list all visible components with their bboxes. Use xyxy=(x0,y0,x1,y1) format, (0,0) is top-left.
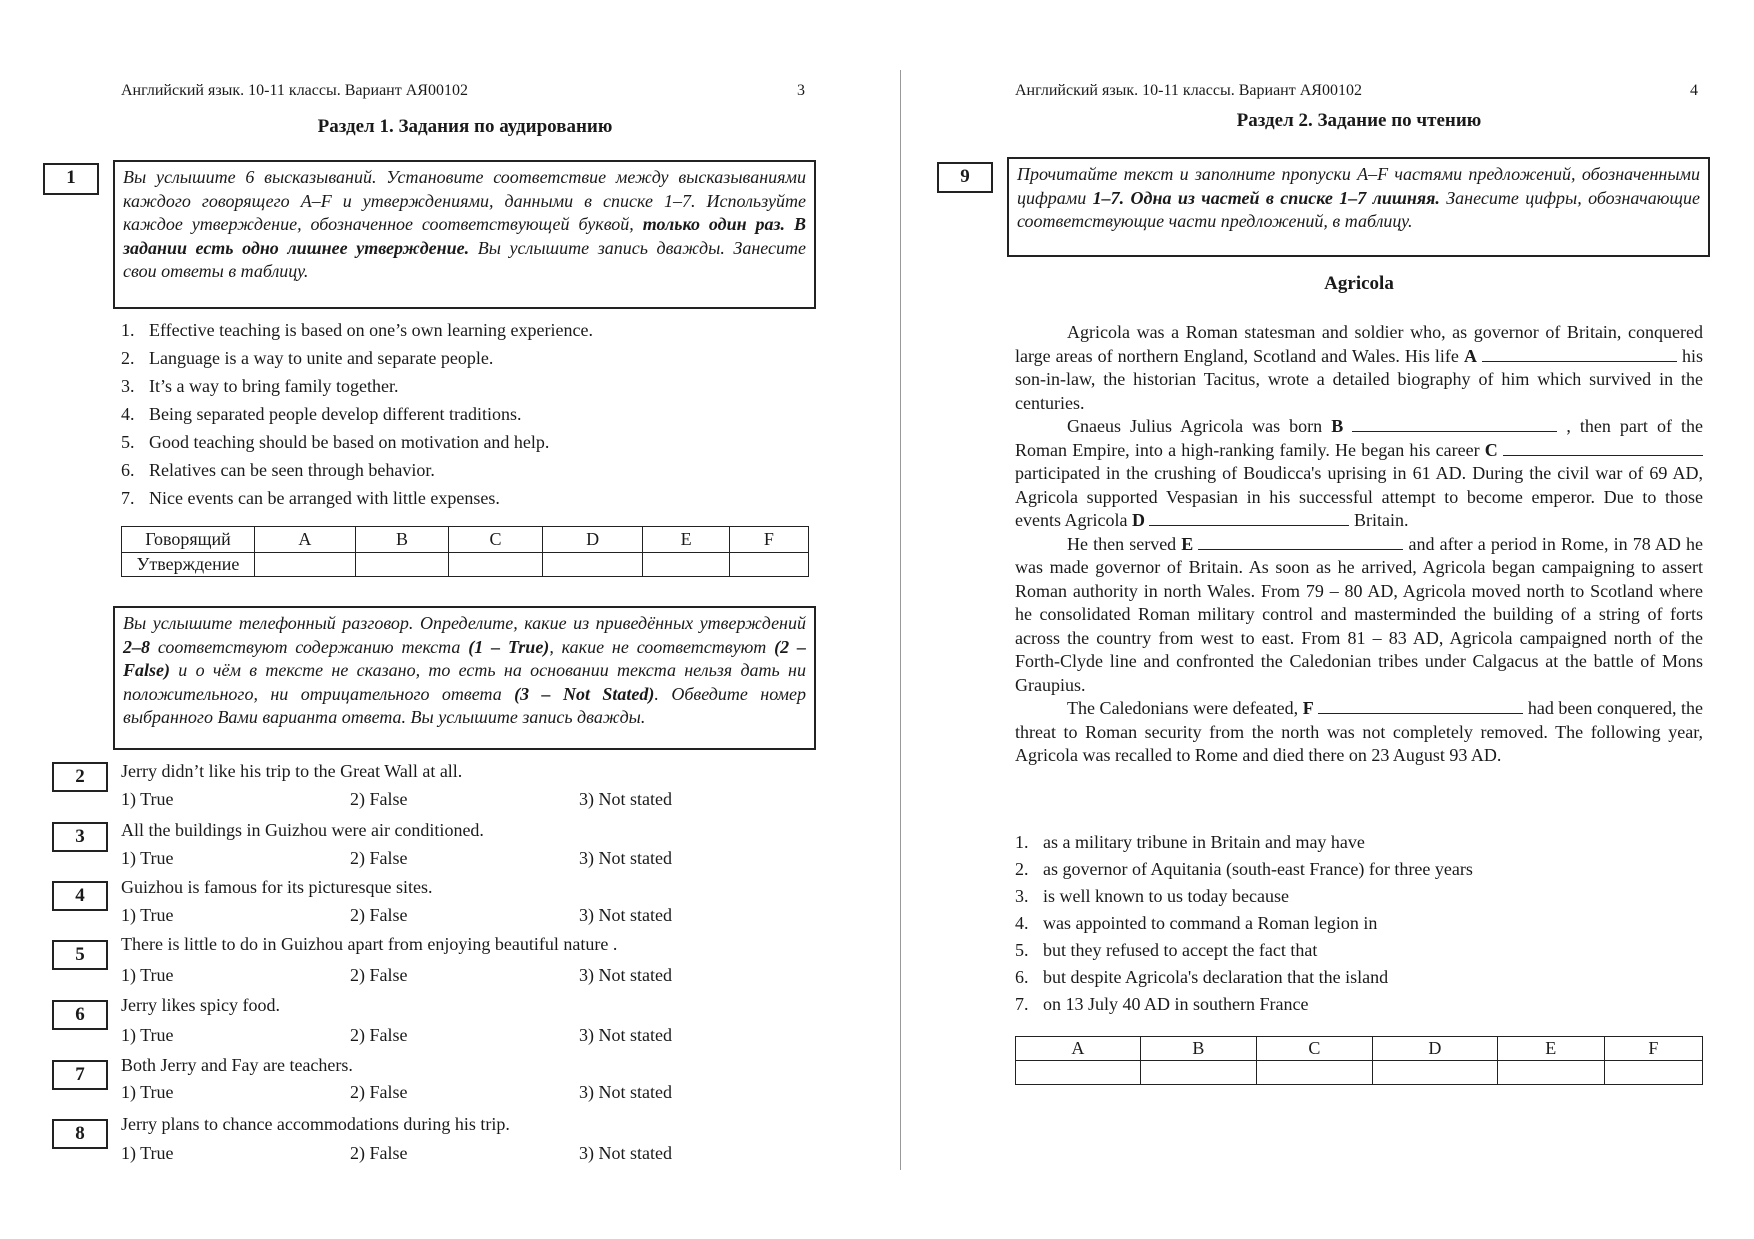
answer-cell[interactable] xyxy=(1140,1061,1256,1085)
table-col-e: E xyxy=(643,527,729,553)
answer-cell[interactable] xyxy=(643,553,729,577)
paragraph-1: Agricola was a Roman statesman and soldier who, as governor of Britain, conquered large areas of northern England, Scotland and Wales. His life A his son-in-law, the historian Tacitus, wrote a detailed biography of him which survived in the centuries. xyxy=(1015,322,1703,413)
list-item: 3. is well known to us today because xyxy=(1015,886,1289,906)
table-col-f: F xyxy=(729,527,808,553)
list-item: 6. but despite Agricola's declaration that the island xyxy=(1015,967,1389,987)
gap-label-f: F xyxy=(1302,698,1314,718)
gap-label-e: E xyxy=(1181,533,1194,554)
answer-cell[interactable] xyxy=(729,553,808,577)
right-page-header: Английский язык. 10-11 классы. Вариант АЯ00102 xyxy=(1015,82,1362,99)
task2-8-instructions: Вы услышите телефонный разговор. Определите, какие из приведённых утверждений 2–8 соответствуют содержанию текста (1 – True), какие не соответствуют (2 – False) и о чём в тексте не сказано, то есть на основании текста нельзя дать ни положительного, ни отрицательного ответа (3 – Not Stated). Обведите номер выбранного Вами варианта ответа. Вы услышите запись дважды. xyxy=(113,606,816,750)
list-item: 7. Nice events can be arranged with little expenses. xyxy=(121,488,500,508)
gap-e-blank[interactable] xyxy=(1198,533,1403,550)
task9-answer-table xyxy=(1015,1036,1703,1085)
answer-cell[interactable] xyxy=(1372,1061,1497,1085)
gap-d-blank[interactable] xyxy=(1149,509,1349,526)
question-number-2: 2 xyxy=(52,762,108,792)
paragraph-2: Gnaeus Julius Agricola was born B , then part of the Roman Empire, into a high-ranking family. He began his career C participated in the crushing of Boudicca's uprising in 61 AD. During the civil war of 69 AD, Agricola supported Vespasian in his successful attempt to become emperor. Due to those events Agricola D Britain. xyxy=(1015,416,1704,530)
table-col-d: D xyxy=(1372,1037,1497,1061)
answer-cell[interactable] xyxy=(1256,1061,1372,1085)
question-6-option-false[interactable]: 2) False xyxy=(350,1025,408,1045)
question-5-option-true[interactable]: 1) True xyxy=(121,965,174,985)
question-8-text: Jerry plans to chance accommodations during his trip. xyxy=(121,1114,510,1134)
table-col-e: E xyxy=(1497,1037,1604,1061)
table-col-d: D xyxy=(542,527,643,553)
list-item: 5. but they refused to accept the fact that xyxy=(1015,940,1318,960)
question-number-6: 6 xyxy=(52,1000,108,1030)
page-divider xyxy=(900,70,901,1170)
question-2-text: Jerry didn’t like his trip to the Great Wall at all. xyxy=(121,761,463,781)
paragraph-4: The Caledonians were defeated, F had been conquered, the threat to Roman security from the north was not completely removed. The following year, Agricola was recalled to Rome and died there on 23 August 93 AD. xyxy=(1015,698,1704,765)
question-3-text: All the buildings in Guizhou were air conditioned. xyxy=(121,820,484,840)
question-7-option-not-stated[interactable]: 3) Not stated xyxy=(579,1082,672,1102)
gap-a-blank[interactable] xyxy=(1482,345,1677,362)
gap-c-blank[interactable] xyxy=(1503,439,1703,456)
question-8-option-false[interactable]: 2) False xyxy=(350,1143,408,1163)
gap-b-blank[interactable] xyxy=(1352,415,1557,432)
answer-cell[interactable] xyxy=(449,553,543,577)
table-col-c: C xyxy=(1256,1037,1372,1061)
table-col-b: B xyxy=(355,527,449,553)
question-2-option-not-stated[interactable]: 3) Not stated xyxy=(579,789,672,809)
question-3-option-not-stated[interactable]: 3) Not stated xyxy=(579,848,672,868)
question-7-option-false[interactable]: 2) False xyxy=(350,1082,408,1102)
table-col-f: F xyxy=(1604,1037,1702,1061)
question-number-3: 3 xyxy=(52,822,108,852)
question-5-option-false[interactable]: 2) False xyxy=(350,965,408,985)
question-6-option-not-stated[interactable]: 3) Not stated xyxy=(579,1025,672,1045)
answer-cell[interactable] xyxy=(542,553,643,577)
gap-label-b: B xyxy=(1331,416,1344,436)
question-2-option-true[interactable]: 1) True xyxy=(121,789,174,809)
list-item: 1. as a military tribune in Britain and may have xyxy=(1015,832,1365,852)
question-4-text: Guizhou is famous for its picturesque sites. xyxy=(121,877,433,897)
answer-cell[interactable] xyxy=(255,553,356,577)
question-3-option-false[interactable]: 2) False xyxy=(350,848,408,868)
table-col-c: C xyxy=(449,527,543,553)
table-col-b: B xyxy=(1140,1037,1256,1061)
list-item: 6. Relatives can be seen through behavior. xyxy=(121,460,435,480)
list-item: 1. Effective teaching is based on one’s own learning experience. xyxy=(121,320,593,340)
question-4-option-not-stated[interactable]: 3) Not stated xyxy=(579,905,672,925)
question-5-text: There is little to do in Guizhou apart from enjoying beautiful nature . xyxy=(121,934,618,954)
answer-cell[interactable] xyxy=(1604,1061,1702,1085)
question-number-5: 5 xyxy=(52,940,108,970)
table-header-speaker: Говорящий xyxy=(122,527,255,553)
gap-label-c: C xyxy=(1484,439,1498,460)
list-item: 4. Being separated people develop different traditions. xyxy=(121,404,522,424)
task1-statements-list xyxy=(121,316,593,512)
right-page-number: 4 xyxy=(1690,82,1698,99)
question-6-option-true[interactable]: 1) True xyxy=(121,1025,174,1045)
table-header-statement: Утверждение xyxy=(122,553,255,577)
question-3-option-true[interactable]: 1) True xyxy=(121,848,174,868)
question-8-option-not-stated[interactable]: 3) Not stated xyxy=(579,1143,672,1163)
list-item: 2. Language is a way to unite and separate people. xyxy=(121,348,494,368)
reading-text-title: Agricola xyxy=(1324,273,1394,294)
left-page-number: 3 xyxy=(797,82,805,99)
table-col-a: A xyxy=(255,527,356,553)
question-8-option-true[interactable]: 1) True xyxy=(121,1143,174,1163)
table-col-a: A xyxy=(1016,1037,1141,1061)
list-item: 5. Good teaching should be based on motivation and help. xyxy=(121,432,550,452)
question-5-option-not-stated[interactable]: 3) Not stated xyxy=(579,965,672,985)
task1-instructions: Вы услышите 6 высказываний. Установите соответствие между высказываниями каждого говорящего A–F и утверждениями, данными в списке 1–7. Используйте каждое утверждение, обозначенное соответствующей буквой, только один раз. В задании есть одно лишнее утверждение. Вы услышите запись дважды. Занесите свои ответы в таблицу. xyxy=(113,160,816,309)
question-2-option-false[interactable]: 2) False xyxy=(350,789,408,809)
gap-label-d: D xyxy=(1131,510,1145,530)
task9-instructions: Прочитайте текст и заполните пропуски A–F частями предложений, обозначенными цифрами 1–7. Одна из частей в списке 1–7 лишняя. Занесите цифры, обозначающие соответствующие части предложений, в таблицу. xyxy=(1007,157,1710,257)
question-6-text: Jerry likes spicy food. xyxy=(121,995,280,1015)
task-number-1: 1 xyxy=(43,163,99,195)
paragraph-3: He then served E and after a period in Rome, in 78 AD he was made governor of Britain. As soon as he arrived, Agricola began campaigning to assert Roman authority in north Wales. From 79 – 80 AD, Agricola moved north to Scotland where he consolidated Roman military control and masterminded the building of a string of forts across the country from west to east. From 81 – 83 AD, Agricola campaigned north of the Forth-Clyde line and confronted the Caledonian tribes under Calgacus at the battle of Mons Graupius. xyxy=(1015,533,1703,695)
question-7-option-true[interactable]: 1) True xyxy=(121,1082,174,1102)
gap-label-a: A xyxy=(1463,345,1477,366)
question-4-option-true[interactable]: 1) True xyxy=(121,905,174,925)
list-item: 4. was appointed to command a Roman legion in xyxy=(1015,913,1378,933)
list-item: 2. as governor of Aquitania (south-east France) for three years xyxy=(1015,859,1473,879)
answer-cell[interactable] xyxy=(1497,1061,1604,1085)
question-number-7: 7 xyxy=(52,1060,108,1090)
right-section-title: Раздел 2. Задание по чтению xyxy=(1236,110,1482,131)
reading-text xyxy=(1015,321,1703,768)
question-4-option-false[interactable]: 2) False xyxy=(350,905,408,925)
answer-cell[interactable] xyxy=(1016,1061,1141,1085)
list-item: 7. on 13 July 40 AD in southern France xyxy=(1015,994,1309,1014)
answer-cell[interactable] xyxy=(355,553,449,577)
gap-f-blank[interactable] xyxy=(1318,697,1523,714)
task-number-9: 9 xyxy=(937,162,993,193)
question-number-8: 8 xyxy=(52,1119,108,1149)
left-section-title: Раздел 1. Задания по аудированию xyxy=(317,116,613,137)
list-item: 3. It’s a way to bring family together. xyxy=(121,376,399,396)
question-number-4: 4 xyxy=(52,881,108,911)
task9-options-list xyxy=(1015,829,1473,1018)
task1-answer-table xyxy=(121,526,809,577)
question-7-text: Both Jerry and Fay are teachers. xyxy=(121,1055,353,1075)
left-page-header: Английский язык. 10-11 классы. Вариант АЯ00102 xyxy=(121,82,468,99)
